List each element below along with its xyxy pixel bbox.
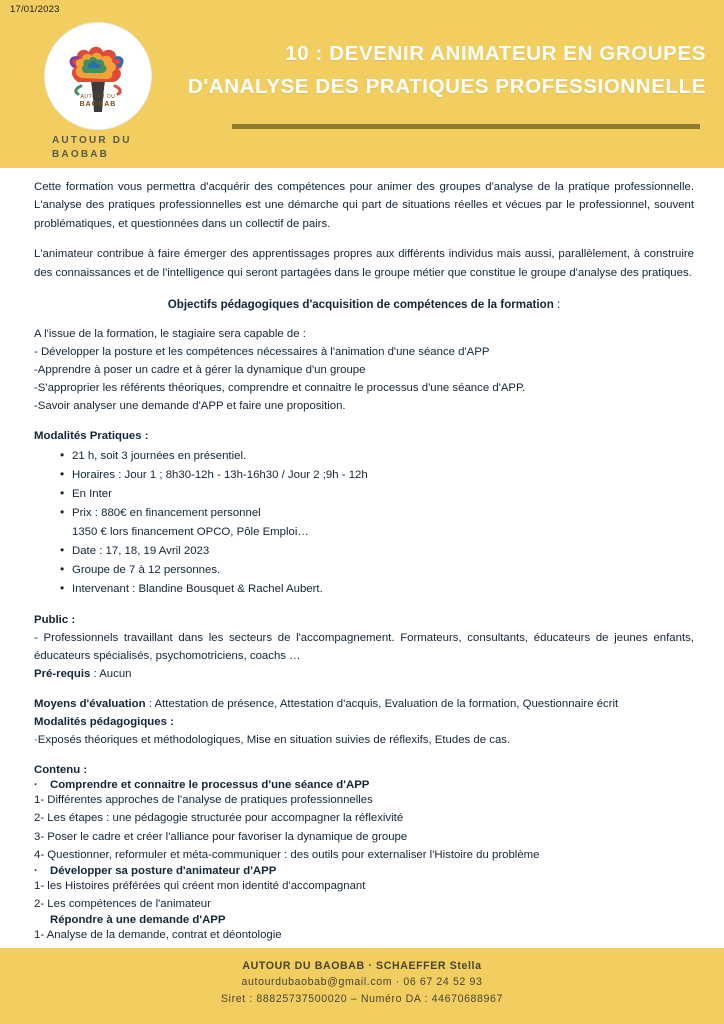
objectifs-item: - Développer la posture et les compétences nécessaires à l'animation d'une séance d'APP — [34, 346, 490, 359]
contenu-subheading — [34, 914, 694, 926]
footer-line-3: Siret : 88825737500020 – Numéro DA : 44670688967 — [220, 992, 504, 1005]
modalites-pedagogiques-text: ·Exposés théoriques et méthodologiques, Mise en situation suivies de réflexifs, Etudes de cas. — [34, 733, 511, 746]
list-item: • Prix : 880€ en financement personnel — [60, 504, 694, 523]
contenu-item: 2- Les étapes : une pédagogie structurée pour accompagner la réflexivité — [34, 812, 404, 825]
evaluation-block — [34, 695, 694, 749]
document-body — [0, 168, 724, 975]
header-divider — [232, 124, 700, 129]
modalites-pratiques-block — [34, 427, 694, 598]
objectifs-item: -Savoir analyser une demande d'APP et faire une proposition. — [34, 400, 346, 413]
contenu-subheading-text: Comprendre et connaitre le processus d'une séance d'APP — [50, 778, 370, 791]
contenu-heading: Contenu : — [34, 763, 88, 776]
contenu-item: 4- Questionner, reformuler et méta-communiquer : des outils pour externaliser l'Histoire du problème — [34, 849, 540, 862]
page-title-line-2: D'ANALYSE DES PRATIQUES PROFESSIONNELLE — [187, 74, 706, 98]
modalites-pratiques-list — [34, 447, 694, 598]
contenu-item: 1- Analyse de la demande, contrat et déontologie — [34, 928, 282, 941]
modalites-pedagogiques-heading: Modalités pédagogiques : — [34, 715, 174, 728]
contenu-item: 1- les Histoires préférées qui créent mon identité d'accompagnant — [34, 879, 366, 892]
page-title — [150, 38, 706, 104]
evaluation-row — [34, 695, 694, 713]
contenu-item: 2- Les compétences de l'animateur — [34, 898, 211, 911]
svg-text:AUTOUR DU: AUTOUR DU — [80, 94, 116, 100]
brand-line-2: BAOBAB — [52, 149, 110, 160]
list-item: • Horaires : Jour 1 ; 8h30-12h - 13h-16h30 / Jour 2 ;9h - 12h — [60, 466, 694, 485]
objectifs-lead: A l'issue de la formation, le stagiaire sera capable de : — [34, 328, 306, 341]
footer-line-1: AUTOUR DU BAOBAB · SCHAEFFER Stella — [242, 960, 482, 972]
brand-name — [52, 134, 132, 162]
list-item: • Intervenant : Blandine Bousquet & Rachel Aubert. — [60, 580, 694, 599]
public-heading: Public : — [34, 613, 76, 626]
date-stamp: 17/01/2023 — [10, 4, 60, 15]
prerequis-label: Pré-requis — [34, 667, 91, 680]
brand-line-1: AUTOUR DU — [52, 135, 132, 146]
contenu-subheading-text: Répondre à une demande d'APP — [50, 913, 226, 926]
baobab-logo — [44, 22, 152, 130]
objectifs-heading — [34, 298, 694, 311]
public-text: - Professionnels travaillant dans les secteurs de l'accompagnement. Formateurs, consultants, éducateurs de jeunes enfants, éducateurs spécialisés, psychomotriciens, coachs … — [34, 631, 694, 662]
contenu-subheading: · Développer sa posture d'animateur d'APP — [34, 864, 277, 877]
objectifs-heading-suffix: : — [553, 298, 561, 312]
contenu-block — [34, 761, 694, 963]
list-item: • En Inter — [60, 485, 694, 504]
intro-paragraph-2: L'animateur contribue à faire émerger des apprentissages propres aux différents individus mais aussi, parallèlement, à construire des connaissances et de l'intelligence qui seront partagées dans le groupe métier que constitue le groupe d'analyse des pratiques. — [34, 248, 694, 279]
objectifs-item: -Apprendre à poser un cadre et à gérer la dynamique d'un groupe — [34, 364, 366, 377]
baobab-logo-icon — [48, 26, 148, 126]
list-item-price-detail: 1350 € lors financement OPCO, Pôle Emploi… — [72, 526, 309, 539]
prerequis-value: : Aucun — [90, 667, 132, 680]
list-item: • Date : 17, 18, 19 Avril 2023 — [60, 542, 694, 561]
document-footer — [0, 948, 724, 1024]
prerequis-row — [34, 665, 694, 683]
public-block — [34, 611, 694, 683]
evaluation-label: Moyens d'évaluation — [34, 697, 146, 710]
list-item: • Groupe de 7 à 12 personnes. — [60, 561, 694, 580]
contenu-item: 3- Poser le cadre et créer l'alliance pour favoriser la dynamique de groupe — [34, 830, 408, 843]
modalites-pratiques-heading: Modalités Pratiques : — [34, 430, 149, 443]
contenu-subheading-text: Développer sa posture d'animateur d'APP — [50, 864, 277, 877]
contenu-subheading: · Comprendre et connaitre le processus d'une séance d'APP — [34, 778, 370, 791]
evaluation-text: : Attestation de présence, Attestation d'acquis, Evaluation de la formation, Questionnaire écrit — [145, 697, 619, 710]
objectifs-heading-text: Objectifs pédagogiques d'acquisition de compétences de la formation — [167, 298, 554, 312]
intro-paragraph-1: Cette formation vous permettra d'acquérir des compétences pour animer des groupes d'analyse de la pratique professionnelle. L'analyse des pratiques professionnelles est une démarche qui part de situations réelles et vécues par le professionnel, souvent problématiques, et questionnées dans un collectif de pairs. — [34, 181, 694, 230]
objectifs-block — [34, 325, 694, 415]
svg-text:BAOBAB: BAOBAB — [79, 101, 117, 108]
footer-line-2: autourdubaobab@gmail.com · 06 67 24 52 93 — [241, 976, 483, 989]
document-header — [0, 0, 724, 168]
contenu-item: 1- Différentes approches de l'analyse de pratiques professionnelles — [34, 793, 373, 806]
objectifs-item: -S'approprier les référents théoriques, comprendre et connaitre le processus d'une séance d'APP. — [34, 382, 526, 395]
page-title-line-1: 10 : DEVENIR ANIMATEUR EN GROUPES — [285, 42, 706, 65]
list-item: • 21 h, soit 3 journées en présentiel. — [60, 447, 694, 466]
